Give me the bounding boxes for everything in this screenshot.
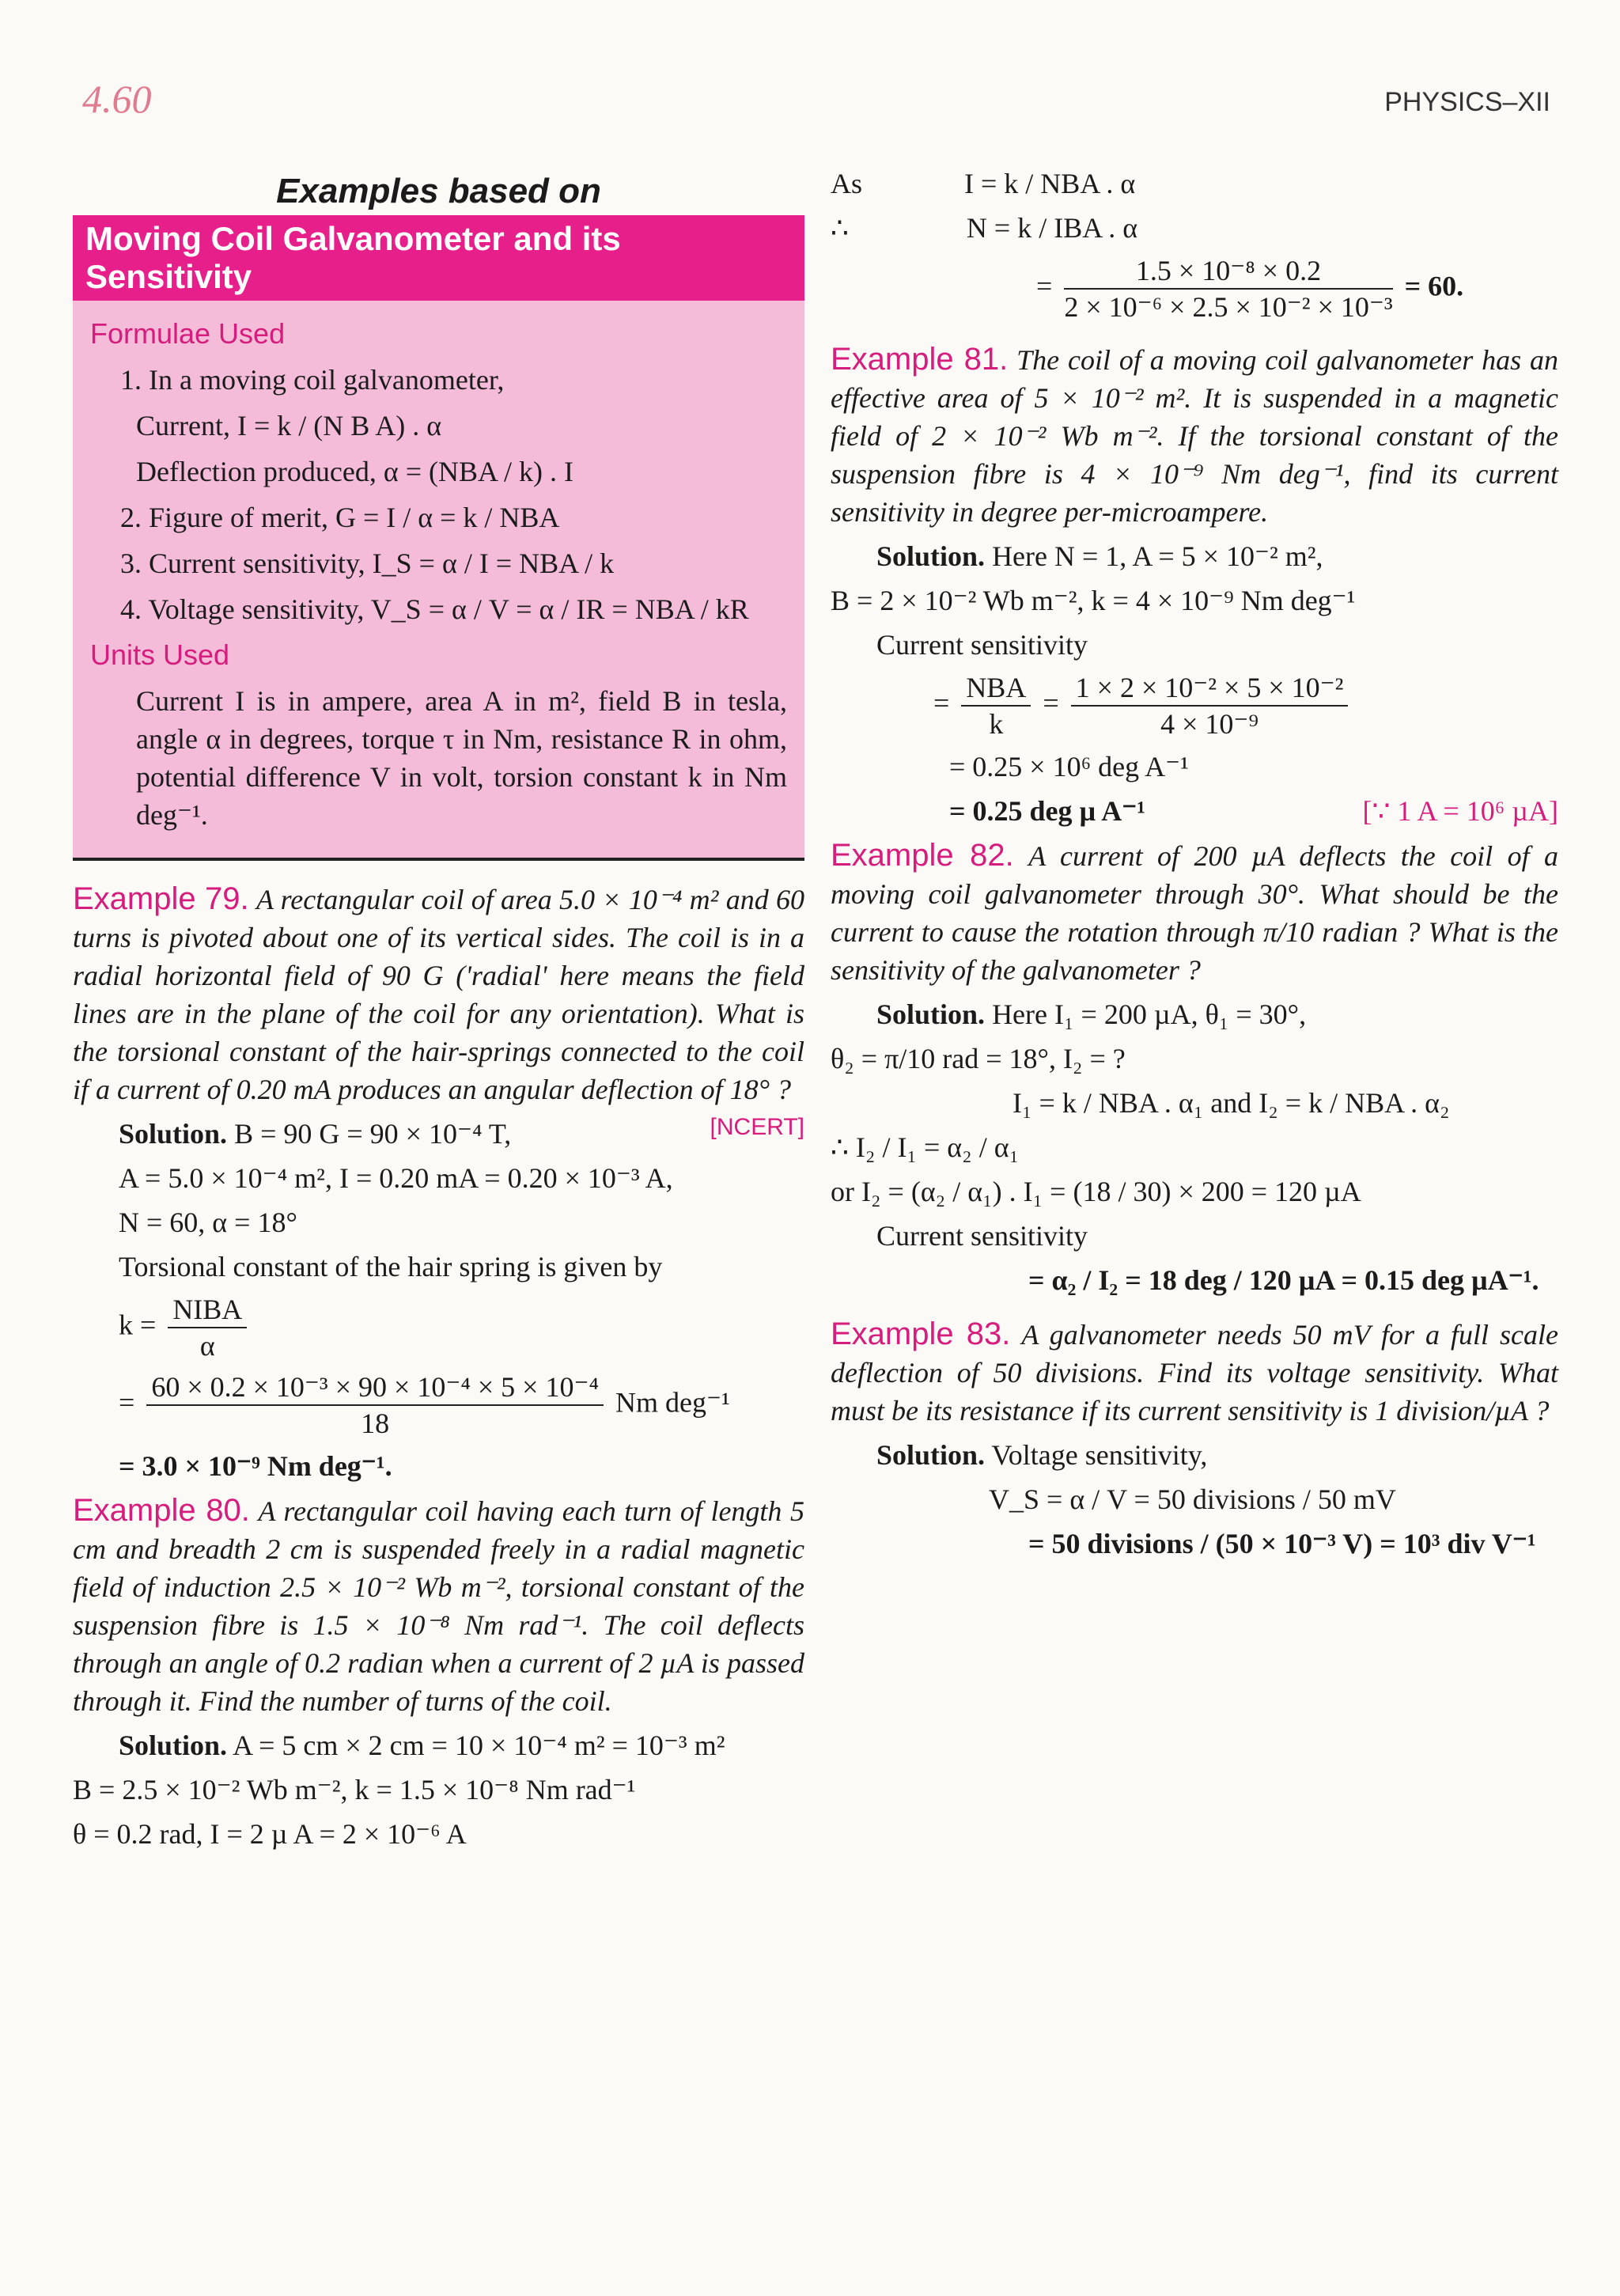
- example-79-text: A rectangular coil of area 5.0 × 10⁻⁴ m² and 60 turns is pivoted about one of its vertical sides. The coil is in a radial horizontal field of 90 G ('radial' here means the field lines are in the plane of the coil for any orientation). What is the torsional constant of the hair-springs connected to the coil if a current of 0.20 mA produces an angular deflection of 18° ?: [73, 884, 805, 1105]
- ex83-step: V_S = α / V = 50 divisions / 50 mV: [989, 1483, 1396, 1515]
- units-text: Current I is in ampere, area A in m², field B in tesla, angle α in degrees, torque τ in Nm, resistance R in ohm, potential difference V in volt, torsion constant k in Nm deg⁻¹.: [136, 685, 787, 831]
- solution-label: Solution.: [876, 998, 986, 1030]
- ex83-step: Voltage sensitivity,: [991, 1439, 1208, 1471]
- formula-box: [73, 301, 804, 861]
- numerator: 1 × 2 × 10⁻² × 5 × 10⁻²: [1071, 670, 1349, 707]
- formula-1-intro: 1. In a moving coil galvanometer,: [120, 364, 505, 396]
- denominator: α: [199, 1330, 215, 1362]
- ex82-step: θ₂ = π/10 rad = 18°, I₂ = ?: [831, 1043, 1126, 1074]
- ex80-eq: N = k / IBA . α: [966, 212, 1138, 244]
- example-81-label: Example 81.: [831, 342, 1009, 377]
- ex81-step: = 0.25 × 10⁶ deg A⁻¹: [949, 751, 1189, 782]
- as-label: As: [831, 168, 863, 199]
- fraction: [146, 1370, 604, 1441]
- fraction: [168, 1292, 247, 1363]
- formula-1b: Deflection produced, α = (NBA / k) . I: [136, 456, 574, 487]
- solution-label: Solution.: [876, 540, 986, 572]
- ex82-step: or I₂ = (α₂ / α₁) . I₁ = (18 / 30) × 200 = 120 µA: [831, 1176, 1361, 1207]
- units-heading: Units Used: [90, 638, 230, 671]
- left-column: Examples based on Moving Coil Galvanometer and its Sensitivity Formulae Used 1. In a moving coil galvanometer, Current, I = k / (N B A) . α Deflection produced, α = (NBA / k) . I 2. Figure of merit, G = I / α = k / NBA 3. Current sensitivity, I_S = α / I = NBA / k 4. Voltage sensitivity, V_S = α / V = α / IR = NBA / kR Units Used Current I is in ampere, area A in m², field B in tesla, angle α in degrees, torque τ in Nm, resistance R in ohm, potential difference V in volt, torsion constant k in Nm deg⁻¹. Example 79. A rectangular coil of area 5.0 × 10⁻⁴ m² and 60 turns is pivoted about one of its vertical sides. The coil is in a radial horizontal field of 90 G ('radial' here means the field lines are in the plane of the coil for any orientation). What is the torsional constant of the hair-springs connected to the coil if a current of 0.20 mA produces an angular deflection of 18° ? [NCERT] Solution. B = 90 G = 90 × 10⁻⁴ T, A = 5.0 × 10⁻⁴ m², I = 0.20 mA = 0.20 × 10⁻³ A, N = 60, α = 18° Torsional constant of the hair spring is given by k = NIBA α = $\frac{\text{60 × 0.2 × 10⁻³ × 90 × 10⁻⁴ × 5 × 10⁻⁴}}{18}$ Nm deg⁻¹ = 3.0 × 10⁻⁹ Nm deg⁻¹. Example 80. A rectangular coil having each turn of length 5 cm and breadth 2 cm is suspended freely in a radial magnetic field of induction 2.5 × 10⁻² Wb m⁻², torsional constant of the suspension fibre is 1.5 × 10⁻⁸ Nm rad⁻¹. The coil deflects through an angle of 0.2 radian when a current of 2 µA is passed through it. Find the number of turns of the coil. Solution. A = 5 cm × 2 cm = 10 × 10⁻⁴ m² = 10⁻³ m² B = 2.5 × 10⁻² Wb m⁻², k = 1.5 × 10⁻⁸ Nm rad⁻¹ θ = 0.2 rad, I = 2 µ A = 2 × 10⁻⁶ A: [73, 158, 804, 1859]
- formula-2: 2. Figure of merit, G = I / α = k / NBA: [120, 502, 560, 533]
- fraction: [1071, 670, 1349, 741]
- ex79-step: A = 5.0 × 10⁻⁴ m², I = 0.20 mA = 0.20 × 10⁻³ A,: [119, 1162, 673, 1194]
- formula-3: 3. Current sensitivity, I_S = α / I = NBA / k: [120, 547, 615, 579]
- numerator: NIBA: [168, 1292, 247, 1328]
- ncert-tag: [NCERT]: [710, 1114, 804, 1140]
- box-bar: Moving Coil Galvanometer and its Sensitivity: [73, 215, 804, 301]
- denominator: 18: [361, 1408, 390, 1439]
- example-80-label: Example 80.: [73, 1493, 250, 1528]
- example-80: [73, 1491, 804, 1720]
- formula-1a: Current, I = k / (N B A) . α: [136, 410, 442, 441]
- solution-label: Solution.: [119, 1730, 228, 1761]
- ex81-step: Here N = 1, A = 5 × 10⁻² m²,: [992, 540, 1323, 572]
- fraction: [961, 670, 1031, 741]
- fraction: [1064, 253, 1392, 324]
- ex81-step: Current sensitivity: [876, 629, 1088, 661]
- unit: Nm deg⁻¹: [615, 1386, 730, 1419]
- ex79-step: B = 90 G = 90 × 10⁻⁴ T,: [234, 1118, 512, 1150]
- formula-4: 4. Voltage sensitivity, V_S = α / V = α / IR = NBA / kR: [120, 593, 749, 625]
- box-title: Examples based on: [276, 172, 601, 210]
- ex81-result: = 0.25 deg µ A⁻¹: [949, 795, 1146, 827]
- example-79-label: Example 79.: [73, 881, 249, 916]
- ex80-step: θ = 0.2 rad, I = 2 µ A = 2 × 10⁻⁶ A: [73, 1818, 467, 1850]
- ex83-result: = 50 divisions / (50 × 10⁻³ V) = 10³ div V⁻¹: [1028, 1528, 1536, 1559]
- example-82-text: A current of 200 µA deflects the coil of a moving coil galvanometer through 30°. What should be the current to cause the rotation through π/10 radian ? What is the sensitivity of the galvanometer ?: [831, 840, 1559, 986]
- therefore-label: ∴: [831, 212, 849, 244]
- example-80-text: A rectangular coil having each turn of length 5 cm and breadth 2 cm is suspended freely in a radial magnetic field of induction 2.5 × 10⁻² Wb m⁻², torsional constant of the suspension fibre is 1.5 × 10⁻⁸ Nm rad⁻¹. The coil deflects through an angle of 0.2 radian when a current of 2 µA is passed through it. Find the number of turns of the coil.: [73, 1495, 805, 1717]
- ex79-step: N = 60, α = 18°: [119, 1207, 297, 1238]
- ex79-step: Torsional constant of the hair spring is given by: [119, 1251, 663, 1283]
- solution-label: Solution.: [876, 1439, 986, 1471]
- ex80-step: B = 2.5 × 10⁻² Wb m⁻², k = 1.5 × 10⁻⁸ Nm rad⁻¹: [73, 1774, 636, 1805]
- solution-label: Solution.: [119, 1118, 228, 1150]
- page-number: 4.60: [82, 77, 152, 121]
- ex80-step: A = 5 cm × 2 cm = 10 × 10⁻⁴ m² = 10⁻³ m²: [233, 1730, 725, 1761]
- ex81-step: B = 2 × 10⁻² Wb m⁻², k = 4 × 10⁻⁹ Nm deg⁻¹: [831, 585, 1356, 616]
- example-83-text: A galvanometer needs 50 mV for a full scale deflection of 50 divisions. Find its voltage sensitivity. What must be its resistance if its current sensitivity is 1 division/µA ?: [831, 1319, 1559, 1426]
- ex82-step: Current sensitivity: [876, 1220, 1088, 1252]
- denominator: 4 × 10⁻⁹: [1160, 708, 1259, 740]
- example-82: [831, 836, 1558, 989]
- ex82-result: = α₂ / I₂ = 18 deg / 120 µA = 0.15 deg µA⁻¹.: [1028, 1264, 1539, 1296]
- numerator: NBA: [961, 670, 1031, 707]
- ex81-note: [∵ 1 A = 10⁶ µA]: [1362, 795, 1558, 827]
- ex82-step: ∴ I₂ / I₁ = α₂ / α₁: [831, 1131, 1020, 1163]
- header-title: PHYSICS–XII: [1384, 87, 1550, 117]
- ex82-step: Here I₁ = 200 µA, θ₁ = 30°,: [992, 998, 1307, 1030]
- example-83-label: Example 83.: [831, 1317, 1011, 1351]
- example-83: [831, 1315, 1558, 1430]
- numerator: 1.5 × 10⁻⁸ × 0.2: [1064, 253, 1392, 290]
- numerator: 60 × 0.2 × 10⁻³ × 90 × 10⁻⁴ × 5 × 10⁻⁴: [146, 1370, 604, 1406]
- ex82-step: I₁ = k / NBA . α₁ and I₂ = k / NBA . α₂: [1012, 1087, 1450, 1119]
- denominator: k: [989, 708, 1004, 740]
- denominator: 2 × 10⁻⁶ × 2.5 × 10⁻² × 10⁻³: [1064, 291, 1393, 323]
- ex80-result: = 60.: [1404, 270, 1464, 302]
- formulae-heading: Formulae Used: [90, 317, 286, 350]
- example-82-label: Example 82.: [831, 838, 1014, 873]
- right-column: As I = k / NBA . α ∴ N = k / IBA . α = $\frac{\text{1.5 × 10⁻⁸ × 0.2}}{\text{2 × 10⁻⁶ × 2.5 × 10⁻² × 10⁻³}}$ = 60. Example 81. The coil of a moving coil galvanometer has an effective area of 5 × 10⁻² m². It is suspended in a magnetic field of 2 × 10⁻² Wb m⁻². If the torsional constant of the suspension fibre is 4 × 10⁻⁹ Nm deg⁻¹, find its current sensitivity in degree per-microampere. Solution. Here N = 1, A = 5 × 10⁻² m², B = 2 × 10⁻² Wb m⁻², k = 4 × 10⁻⁹ Nm deg⁻¹ Current sensitivity = NBA k = $\frac{\text{1 × 2 × 10⁻² × 5 × 10⁻²}}{\text{4 × 10⁻⁹}}$ = 0.25 × 10⁶ deg A⁻¹ = 0.25 deg µ A⁻¹ [∵ 1 A = 10⁶ µA] Example 82. A current of 200 µA deflects the coil of a moving coil galvanometer through 30°. What should be the current to cause the rotation through π/10 radian ? What is the sensitivity of the galvanometer ? Solution. Here I₁ = 200 µA, θ₁ = 30°, θ₂ = π/10 rad = 18°, I₂ = ? I₁ = k / NBA . α₁ and I₂ = k / NBA . α₂ ∴ I₂ / I₁ = α₂ / α₁ or I₂ = (α₂ / α₁) . I₁ = (18 / 30) × 200 = 120 µA Current sensitivity = α₂ / I₂ = 18 deg / 120 µA = 0.15 deg µA⁻¹. Example 83. A galvanometer needs 50 mV for a full scale deflection of 50 divisions. Find its voltage sensitivity. What must be its resistance if its current sensitivity is 1 division/µA ? Solution. Voltage sensitivity, V_S = α / V = 50 divisions / 50 mV = 50 divisions / (50 × 10⁻³ V) = 10³ div V⁻¹: [831, 158, 1558, 1569]
- example-81: [831, 340, 1558, 531]
- ex80-eq: I = k / NBA . α: [964, 168, 1136, 199]
- ex79-result: = 3.0 × 10⁻⁹ Nm deg⁻¹.: [119, 1450, 392, 1482]
- example-81-text: The coil of a moving coil galvanometer has an effective area of 5 × 10⁻² m². It is suspended in a magnetic field of 2 × 10⁻² Wb m⁻². If the torsional constant of the suspension fibre is 4 × 10⁻⁹ Nm deg⁻¹, find its current sensitivity in degree per-microampere.: [831, 344, 1558, 528]
